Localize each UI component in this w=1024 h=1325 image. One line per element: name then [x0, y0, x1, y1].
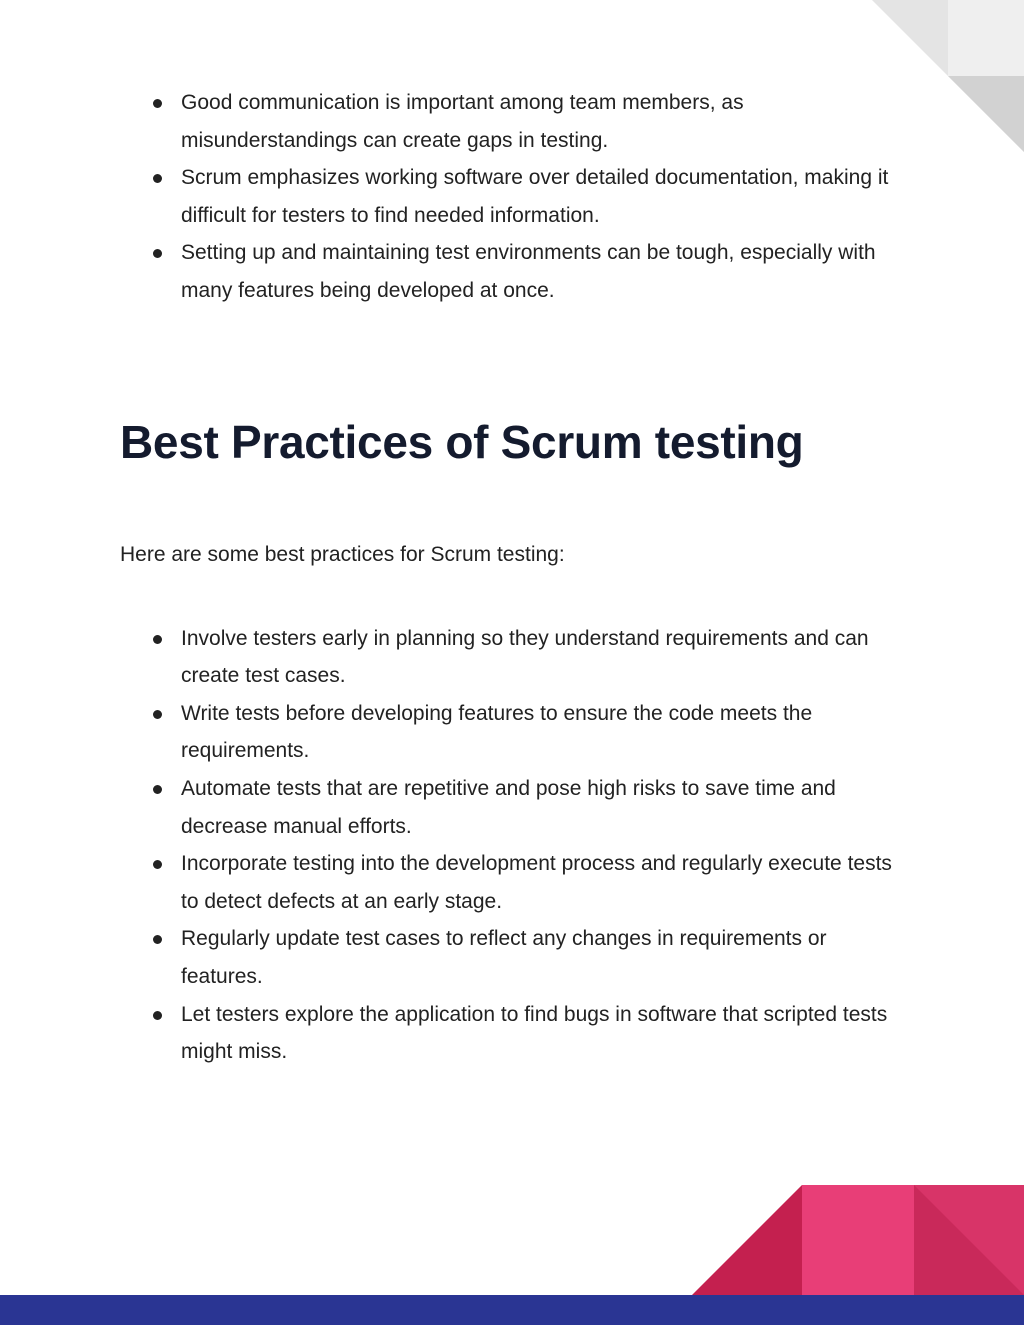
- list-item: Involve testers early in planning so they understand requirements and can create test cases.: [120, 620, 910, 695]
- list-item: Setting up and maintaining test environments can be tough, especially with many features being developed at once.: [120, 234, 910, 309]
- list-item: Good communication is important among team members, as misunderstandings can create gaps in testing.: [120, 84, 910, 159]
- best-practices-list: [120, 620, 910, 1071]
- footer-band: [0, 1295, 1024, 1325]
- list-item: Regularly update test cases to reflect any changes in requirements or features.: [120, 920, 910, 995]
- list-item: Write tests before developing features to ensure the code meets the requirements.: [120, 695, 910, 770]
- list-item: Let testers explore the application to find bugs in software that scripted tests might miss.: [120, 996, 910, 1071]
- list-item: Automate tests that are repetitive and pose high risks to save time and decrease manual efforts.: [120, 770, 910, 845]
- footer-decoration: [0, 1185, 1024, 1325]
- challenges-list: [120, 84, 910, 310]
- section-heading: Best Practices of Scrum testing: [120, 415, 804, 468]
- page-content: [120, 84, 910, 1071]
- list-item: Scrum emphasizes working software over detailed documentation, making it difficult for testers to find needed information.: [120, 159, 910, 234]
- intro-paragraph: Here are some best practices for Scrum testing:: [120, 542, 565, 566]
- list-item: Incorporate testing into the development process and regularly execute tests to detect defects at an early stage.: [120, 845, 910, 920]
